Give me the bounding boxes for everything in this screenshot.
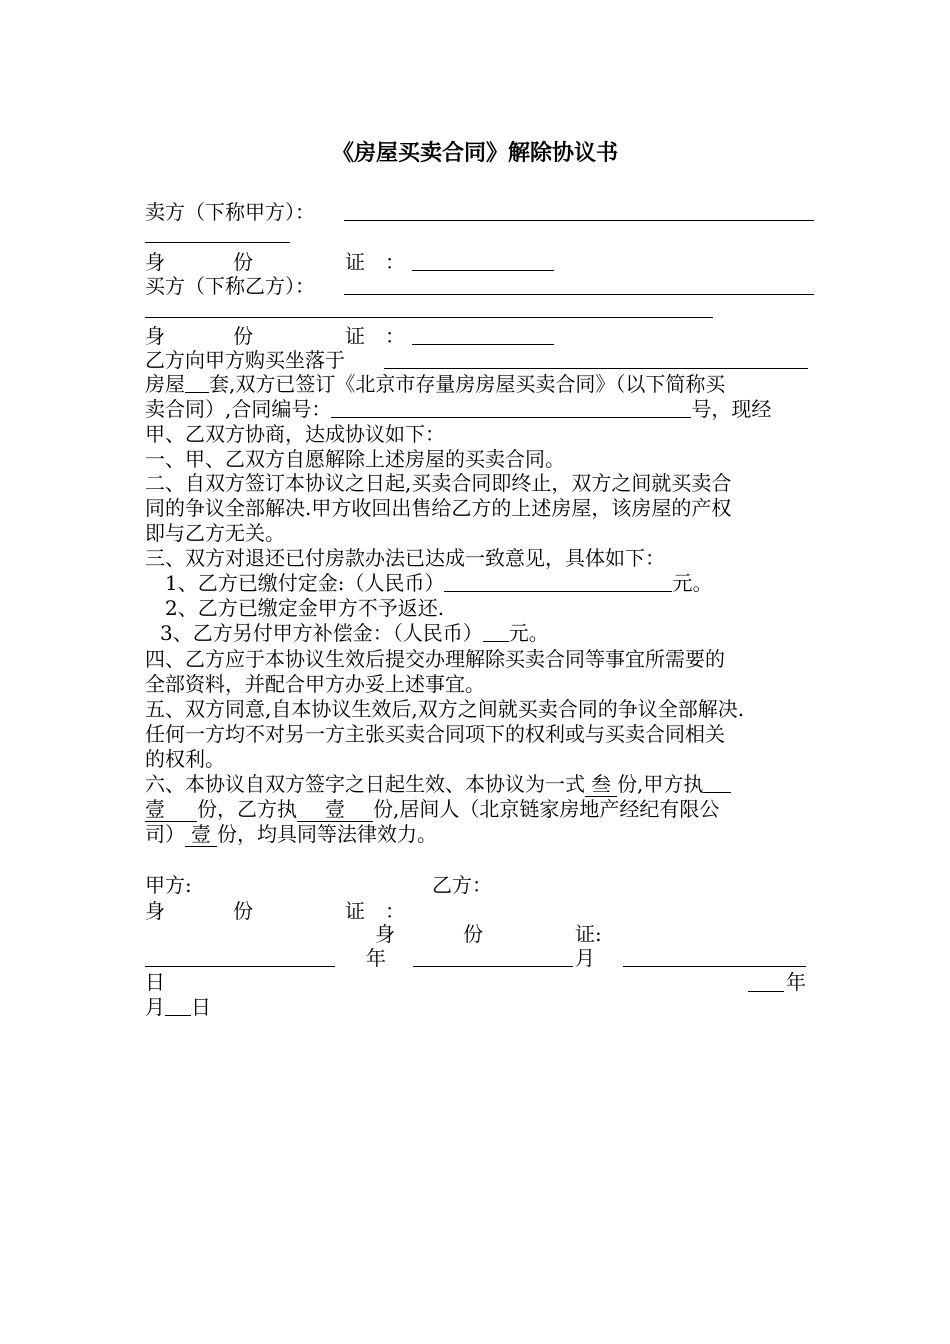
party-a-year-blank xyxy=(413,966,573,967)
id-label-colon: 证: xyxy=(575,922,602,946)
buyer-id-blank xyxy=(412,344,554,345)
day-label: 日 xyxy=(145,970,165,994)
item-5-line-3 xyxy=(145,747,225,771)
item-5-line-1 xyxy=(145,697,744,721)
item-6-text-3c: 份，均具同等法律效力。 xyxy=(217,822,437,846)
party-b-year-label xyxy=(786,970,806,994)
party-b-month-blank xyxy=(165,995,191,1016)
buyer-id-line xyxy=(145,324,405,348)
item-2-line-1 xyxy=(145,471,731,495)
party-a-year-label xyxy=(366,946,386,970)
party-a-month-label xyxy=(575,946,595,970)
item-4-text-2: 全部资料，并配合甲方办妥上述事宜。 xyxy=(145,672,485,696)
intro-text-3a: 卖合同）,合同编号： xyxy=(145,397,332,421)
id-char-3: 证 xyxy=(345,324,365,348)
intro-text-4: 甲、乙双方协商，达成协议如下： xyxy=(145,422,445,446)
item-2-text-3: 即与乙方无关。 xyxy=(145,521,285,545)
document-title: 《房屋买卖合同》解除协议书 xyxy=(331,141,618,166)
item-5-line-2 xyxy=(145,722,725,746)
item-3-1-text-a: 1、乙方已缴付定金:（人民币） xyxy=(165,571,445,595)
item-2-text-1: 二、自双方签订本协议之日起,买卖合同即终止，双方之间就买卖合 xyxy=(145,471,732,495)
item-3-1-text-b: 元。 xyxy=(672,571,713,595)
item-2-line-3 xyxy=(145,521,285,545)
item-3-1 xyxy=(165,571,712,595)
item-2-text-2: 同的争议全部解决.甲方收回出售给乙方的上述房屋，该房屋的产权 xyxy=(145,496,732,520)
party-b-signature-label xyxy=(432,873,492,897)
intro-text-3b: 号，现经 xyxy=(691,397,772,421)
party-a-id-blank xyxy=(145,966,335,967)
intro-line-3 xyxy=(145,397,771,421)
id-colon: ： xyxy=(385,324,405,348)
id-char-2: 份 xyxy=(233,899,253,923)
seller-line xyxy=(145,200,315,224)
buyer-name-blank xyxy=(344,294,814,295)
month-label: 月 xyxy=(145,995,165,1019)
deposit-amount-blank xyxy=(444,571,672,592)
party-b-year-blank xyxy=(748,991,784,992)
item-1-text: 一、甲、乙双方自愿解除上述房屋的买卖合同。 xyxy=(145,447,565,471)
agent-copies: 壹 xyxy=(185,822,217,847)
party-a-label: 甲方: xyxy=(145,873,192,897)
item-6-line-1 xyxy=(145,772,731,796)
party-b-label: 乙方： xyxy=(432,873,492,897)
party-a-id-line xyxy=(145,899,405,923)
id-char-1: 身 xyxy=(145,899,165,923)
intro-line-1 xyxy=(145,348,345,372)
item-6-line-2 xyxy=(145,797,719,821)
unit-count-blank xyxy=(185,372,209,393)
property-address-blank xyxy=(384,368,808,369)
item-3 xyxy=(145,546,665,570)
item-5-text-3: 的权利。 xyxy=(145,747,225,771)
year-label: 年 xyxy=(786,970,806,994)
compensation-amount-blank xyxy=(483,621,509,642)
day-label: 日 xyxy=(191,995,211,1019)
intro-text-1: 乙方向甲方购买坐落于 xyxy=(145,348,345,372)
id-char-1: 身 xyxy=(375,922,395,946)
contract-number-blank xyxy=(331,397,691,418)
item-3-2-text: 2、乙方已缴定金甲方不予返还. xyxy=(165,596,445,620)
item-6-line-3 xyxy=(145,822,437,846)
item-2-line-2 xyxy=(145,496,731,520)
item-4-line-2 xyxy=(145,672,485,696)
id-char-3: 证 xyxy=(345,250,365,274)
id-char-2: 份 xyxy=(233,250,253,274)
id-char-2: 份 xyxy=(233,324,253,348)
party-a-day-label xyxy=(145,970,165,994)
party-b-date-line xyxy=(145,995,211,1019)
id-colon: ： xyxy=(385,899,405,923)
party-a-copies-blank xyxy=(703,772,731,793)
id-char-1: 身 xyxy=(145,324,165,348)
item-3-2 xyxy=(165,596,444,620)
seller-label: 卖方（下称甲方）： xyxy=(145,200,315,224)
id-colon: ： xyxy=(385,250,405,274)
item-5-text-1: 五、双方同意,自本协议生效后,双方之间就买卖合同的争议全部解决. xyxy=(145,697,745,721)
year-label: 年 xyxy=(366,946,386,970)
item-6-text-1c: 份,甲方执 xyxy=(617,772,704,796)
item-1 xyxy=(145,447,565,471)
item-6-text-3a: 司） xyxy=(145,822,185,846)
item-4-line-1 xyxy=(145,647,725,671)
buyer-name-blank-cont xyxy=(145,317,713,318)
seller-name-blank-cont xyxy=(145,242,290,243)
item-6-text-2b: 份，乙方执 xyxy=(197,797,297,821)
party-b-copies: 壹 xyxy=(297,797,373,822)
buyer-label: 买方（下称乙方）： xyxy=(145,274,315,298)
party-b-id-blank xyxy=(623,966,806,967)
id-char-1: 身 xyxy=(145,250,165,274)
intro-line-4 xyxy=(145,422,445,446)
seller-id-blank xyxy=(412,270,554,271)
item-5-text-2: 任何一方均不对另一方主张买卖合同项下的权利或与买卖合同相关 xyxy=(145,722,725,746)
month-label: 月 xyxy=(575,946,595,970)
party-b-id-line xyxy=(375,922,602,946)
party-a-copies: 壹 xyxy=(145,797,197,822)
intro-line-2 xyxy=(145,372,725,396)
party-a-signature-label xyxy=(145,873,192,897)
intro-text-2a: 房屋 xyxy=(145,372,185,396)
item-3-3-text-a: 3、乙方另付甲方补偿金：（人民币） xyxy=(160,621,483,645)
seller-name-blank xyxy=(344,220,814,221)
item-3-3-text-b: 元。 xyxy=(508,621,549,645)
copies-total: 叁 xyxy=(585,772,617,797)
item-6-text-1a: 六、本协议自双方签字之日起生效、本协议为一式 xyxy=(145,772,585,796)
item-3-text: 三、双方对退还已付房款办法已达成一致意见，具体如下： xyxy=(145,546,665,570)
id-char-3: 证 xyxy=(345,899,365,923)
item-6-text-2d: 份,居间人（北京链家房地产经纪有限公 xyxy=(373,797,720,821)
intro-text-2b: 套,双方已签订《北京市存量房房屋买卖合同》（以下简称买 xyxy=(209,372,726,396)
item-3-3 xyxy=(160,621,549,645)
seller-id-line xyxy=(145,250,405,274)
buyer-line xyxy=(145,274,315,298)
item-4-text-1: 四、乙方应于本协议生效后提交办理解除买卖合同等事宜所需要的 xyxy=(145,647,725,671)
id-char-2: 份 xyxy=(463,922,483,946)
